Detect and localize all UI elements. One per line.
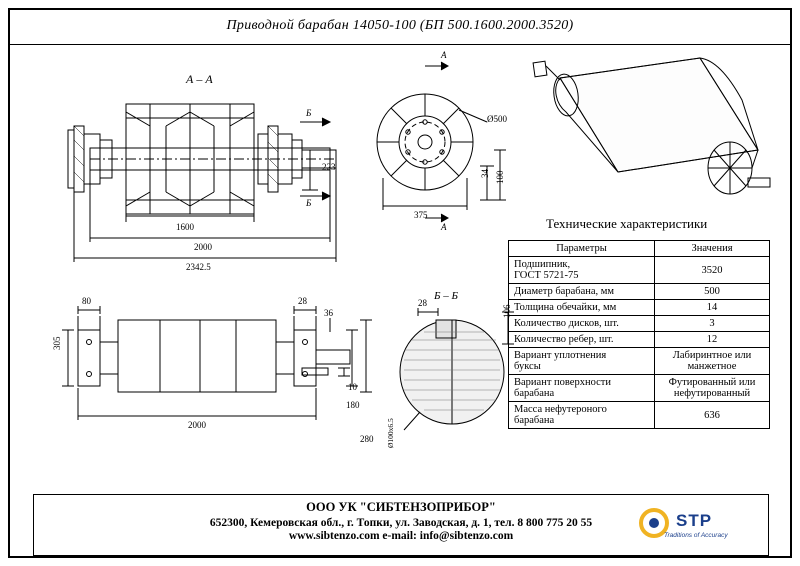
dim-28: 28 (298, 296, 307, 306)
specs-header-param: Параметры (509, 241, 655, 257)
dim-1600: 1600 (176, 222, 194, 232)
company-address: 652300, Кемеровская обл., г. Топки, ул. Заводская, д. 1, тел. 8 800 775 20 55 (209, 517, 593, 529)
table-row (509, 257, 770, 284)
specs-param-disk-count: Количество дисков, шт. (509, 316, 655, 332)
specs-value-drum-diameter: 500 (655, 284, 770, 300)
specs-param-bearing-l2: ГОСТ 5721-75 (514, 270, 579, 281)
mark-b-top: Б (306, 108, 312, 118)
specs-param-mass-l2: барабана (514, 415, 555, 426)
specs-param-shell-thickness: Толщина обечайки, мм (509, 300, 655, 316)
label-section-bb: Б – Б (434, 290, 458, 302)
label-section-aa: А – А (186, 72, 213, 86)
specs-param-mass-l1: Масса нефутероного (514, 404, 607, 415)
specs-param-seal-variant-l1: Вариант уплотнения (514, 350, 607, 361)
specs-value-seal-variant-l1: Лабиринтное или (672, 350, 752, 361)
dim-375: 375 (414, 210, 428, 220)
dim-36: 36 (324, 308, 333, 318)
specs-value-shell-thickness: 14 (655, 300, 770, 316)
dim-diameter-500: Ø500 (487, 114, 507, 124)
specs-param-surface-variant (509, 375, 655, 402)
dim-305: 305 (52, 336, 62, 350)
table-row (509, 332, 770, 348)
specs-value-disk-count: 3 (655, 316, 770, 332)
dim-280: 280 (360, 434, 374, 444)
specs-param-drum-diameter: Диаметр барабана, мм (509, 284, 655, 300)
logo-text: STP (676, 511, 713, 530)
dim-223: 223 (322, 162, 336, 172)
dim-100: 100 (495, 170, 505, 184)
table-row (509, 402, 770, 429)
mark-a-bottom: А (441, 222, 447, 232)
title-block (33, 494, 769, 556)
dim-bore: Ø100х6.5 (386, 418, 395, 448)
table-row (509, 316, 770, 332)
company-contacts: www.sibtenzo.com e-mail: info@sibtenzo.com (288, 530, 514, 542)
dim-28-bb: 28 (418, 298, 427, 308)
table-row (509, 284, 770, 300)
table-row (509, 375, 770, 402)
dim-2000: 2000 (194, 242, 212, 252)
specs-value-seal-variant-l2: манжетное (687, 361, 737, 372)
table-row (509, 348, 770, 375)
specs-value-surface-variant (655, 375, 770, 402)
specs-header-row (509, 241, 770, 257)
specs-value-bearing: 3520 (655, 257, 770, 284)
specs-value-rib-count: 12 (655, 332, 770, 348)
dim-34: 34 (480, 169, 490, 178)
specs-param-mass (509, 402, 655, 429)
specs-param-seal-variant (509, 348, 655, 375)
specs-param-surface-variant-l2: барабана (514, 388, 555, 399)
company-name: ООО УК "СИБТЕНЗОПРИБОР" (306, 500, 496, 514)
specs-value-seal-variant (655, 348, 770, 375)
dim-106: 106 (502, 304, 512, 318)
specs-param-surface-variant-l1: Вариант поверхности (514, 377, 611, 388)
specs-value-surface-variant-l1: Футированный или (668, 377, 756, 388)
dim-2000-lower: 2000 (188, 420, 206, 430)
specs-caption: Технические характеристики (546, 216, 708, 231)
specs-value-surface-variant-l2: нефутированный (673, 388, 751, 399)
table-row (509, 300, 770, 316)
specs-header-value: Значения (655, 241, 770, 257)
dim-80: 80 (82, 296, 91, 306)
stp-logo (634, 507, 754, 547)
logo-tagline: Traditions of Accuracy (664, 532, 728, 539)
mark-b-bottom: Б (306, 198, 312, 208)
specs-param-rib-count: Количество ребер, шт. (509, 332, 655, 348)
specs-table (508, 240, 770, 429)
drawing-title: Приводной барабан 14050-100 (БП 500.1600.2000.3520) (226, 18, 574, 33)
specs-value-mass: 636 (655, 402, 770, 429)
dim-180: 180 (346, 400, 360, 410)
specs-param-bearing-l1: Подшипник, (514, 259, 571, 270)
mark-a-top: А (441, 50, 447, 60)
specs-param-seal-variant-l2: буксы (514, 361, 541, 372)
dim-2342-5: 2342.5 (186, 262, 211, 272)
dim-10: 10 (348, 382, 357, 392)
specs-param-bearing (509, 257, 655, 284)
